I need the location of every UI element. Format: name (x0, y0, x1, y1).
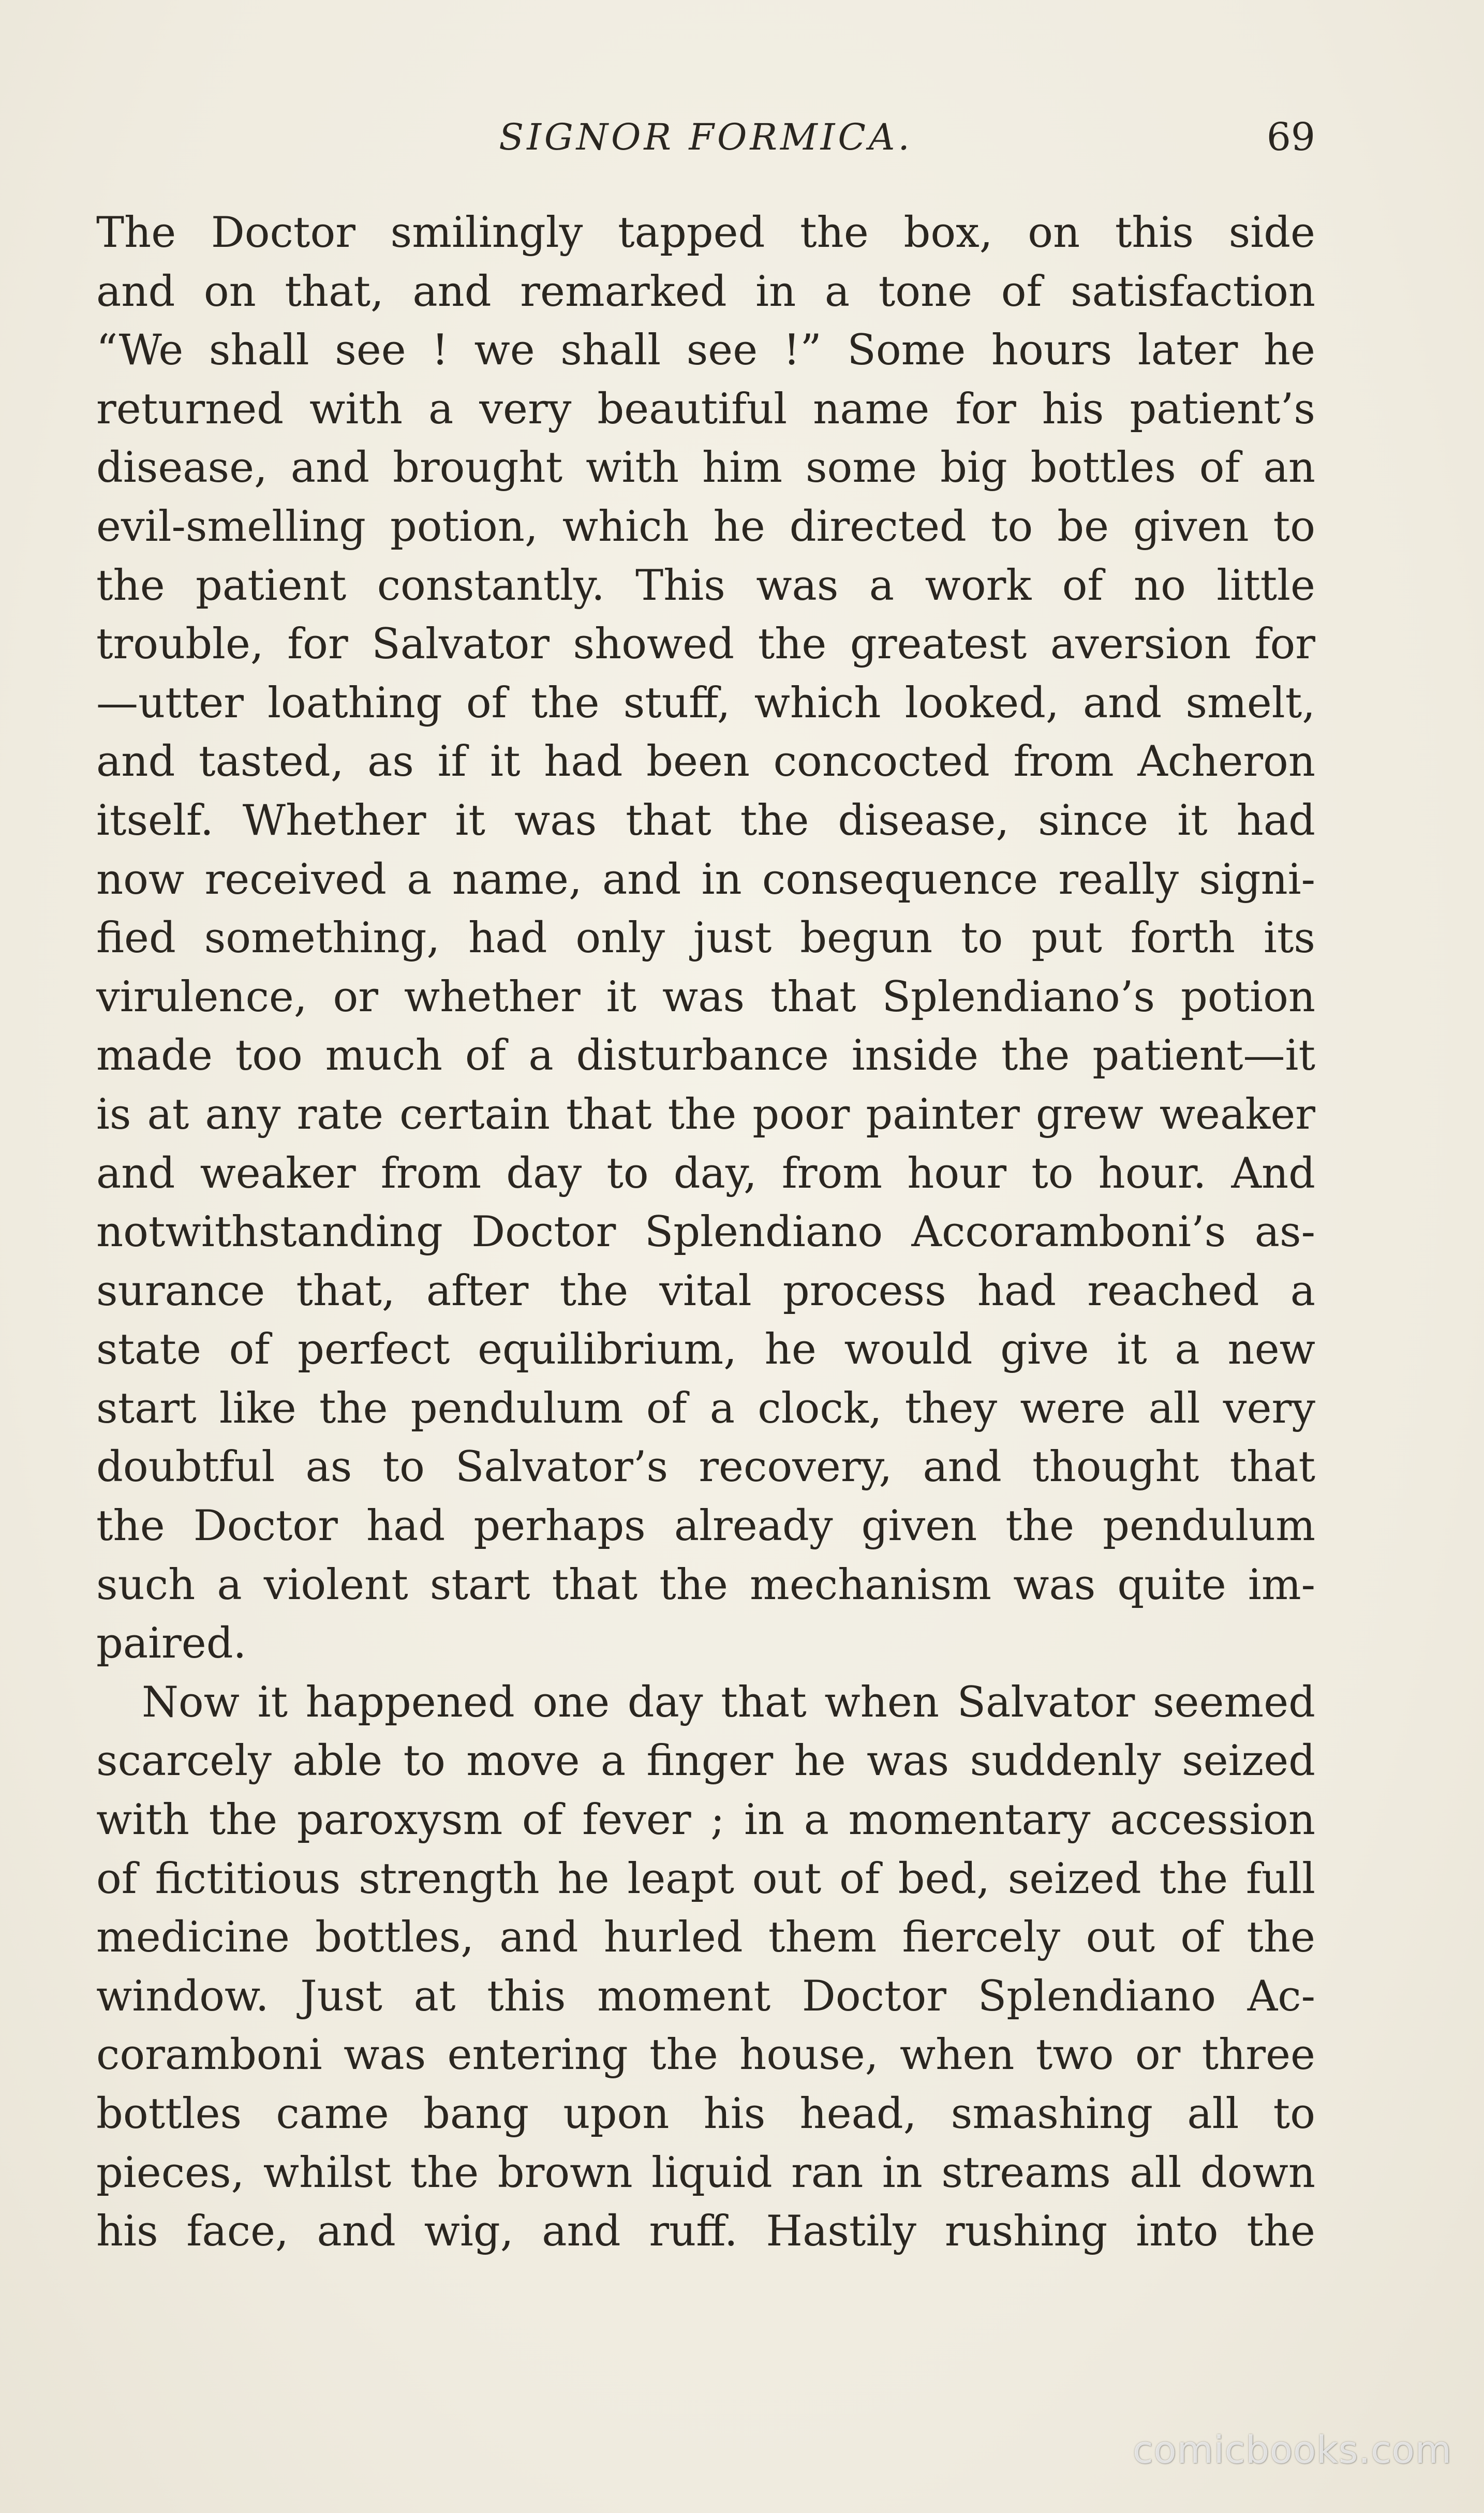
text-line: doubtful as to Salvator’s recovery, and thought that (96, 1443, 1315, 1492)
text-line: trouble, for Salvator showed the greatest aversion for (96, 620, 1315, 669)
text-line: fied something, had only just begun to put forth its (96, 914, 1315, 963)
text-line: made too much of a disturbance inside the patient—it (96, 1031, 1315, 1081)
text-line: —utter loathing of the stuff, which looked, and smelt, (96, 678, 1315, 728)
text-line: bottles came bang upon his head, smashing all to (96, 2090, 1315, 2138)
text-line: “We shall see ! we shall see !” Some hours later he (96, 326, 1315, 375)
text-line: such a violent start that the mechanism was quite im- (96, 1560, 1315, 1609)
text-line: start like the pendulum of a clock, they were all very (96, 1384, 1315, 1433)
text-line: evil-smelling potion, which he directed to be given to (96, 502, 1315, 551)
text-line: Now it happened one day that when Salvator seemed (142, 1678, 1315, 1727)
watermark: comicbooks.com (1132, 2428, 1452, 2472)
text-line: scarcely able to move a finger he was suddenly seized (96, 1737, 1315, 1786)
body-text (96, 204, 1315, 2261)
text-line: is at any rate certain that the poor painter grew weaker (96, 1090, 1315, 1139)
text-line: state of perfect equilibrium, he would give it a new (96, 1325, 1315, 1374)
text-line: notwithstanding Doctor Splendiano Accoramboni’s as- (96, 1208, 1315, 1257)
text-line: and tasted, as if it had been concocted from Acheron (96, 737, 1315, 787)
running-title: SIGNOR FORMICA. (499, 116, 913, 158)
text-line: surance that, after the vital process had reached a (96, 1266, 1315, 1315)
text-line: now received a name, and in consequence really signi- (96, 855, 1315, 904)
page-number: 69 (1266, 115, 1315, 159)
text-line: with the paroxysm of fever ; in a momentary accession (96, 1796, 1315, 1845)
running-head (96, 111, 1315, 163)
text-line: returned with a very beautiful name for his patient’s (96, 385, 1315, 434)
text-line: itself. Whether it was that the disease, since it had (96, 796, 1315, 845)
text-line: virulence, or whether it was that Splendiano’s potion (96, 972, 1315, 1022)
text-line: his face, and wig, and ruff. Hastily rushing into the (96, 2207, 1315, 2256)
text-line: medicine bottles, and hurled them fiercely out of the (96, 1913, 1315, 1962)
text-line: and weaker from day to day, from hour to hour. And (96, 1149, 1315, 1198)
text-line: paired. (96, 1619, 247, 1668)
text-line: and on that, and remarked in a tone of satisfaction (96, 267, 1315, 316)
text-line: disease, and brought with him some big bottles of an (96, 444, 1315, 493)
text-line: the Doctor had perhaps already given the pendulum (96, 1502, 1315, 1551)
text-line: the patient constantly. This was a work of no little (96, 561, 1315, 610)
text-line: The Doctor smilingly tapped the box, on this side (96, 209, 1315, 257)
text-line: coramboni was entering the house, when two or three (96, 2031, 1315, 2080)
text-line: pieces, whilst the brown liquid ran in streams all down (96, 2148, 1315, 2197)
text-line: window. Just at this moment Doctor Splendiano Ac- (96, 1972, 1315, 2021)
text-line: of fictitious strength he leapt out of bed, seized the full (96, 1854, 1315, 1903)
